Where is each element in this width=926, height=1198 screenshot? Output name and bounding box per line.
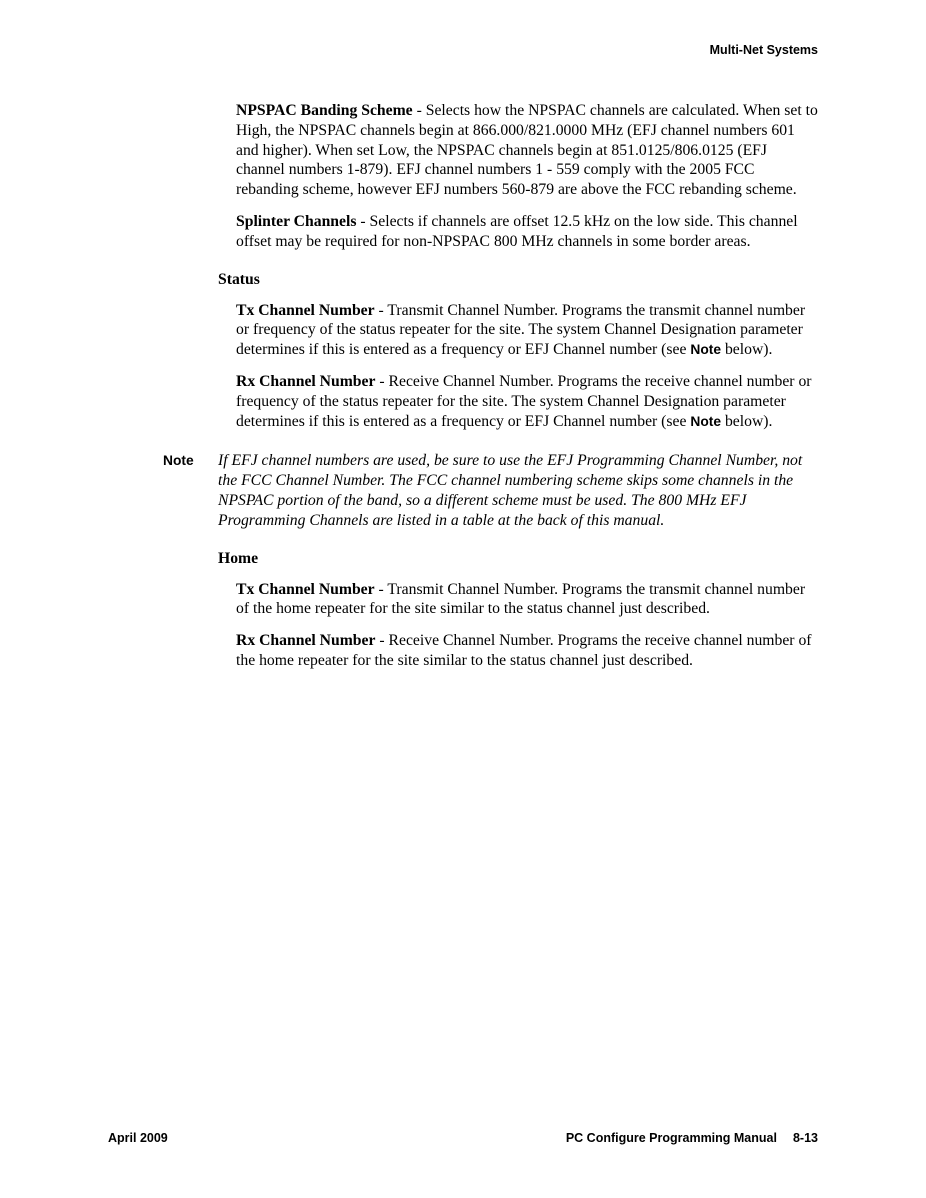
splinter-text: - Selects if channels are offset 12.5 kHz on the low side. This channel offset may be required for non-NPSPAC 800 MHz channels in some border areas. (236, 212, 798, 250)
status-tx-paragraph (236, 301, 818, 360)
home-heading: Home (218, 549, 259, 567)
status-tx-text1: - Transmit Channel Number. Programs the transmit channel number or frequency of the status repeater for the site. The system Channel Designation parameter determines if this is entered as a frequency or EFJ Channel number (see (236, 301, 806, 359)
header-title: Multi-Net Systems (709, 43, 818, 57)
note-text: If EFJ channel numbers are used, be sure to use the EFJ Programming Channel Number, not the FCC Channel Number. The FCC channel numbering scheme skips some channels in the NPSPAC portion of the band, so a different scheme must be used. The 800 MHz EFJ Programming Channels are listed in a table at the back of this manual. (218, 452, 803, 529)
home-tx-paragraph (236, 580, 818, 620)
status-tx-term: Tx Channel Number (236, 301, 375, 319)
footer-manual-title: PC Configure Programming Manual (565, 1131, 777, 1145)
status-rx-term: Rx Channel Number (236, 372, 376, 390)
npspac-term: NPSPAC Banding Scheme (236, 102, 413, 119)
home-rx-text: - Receive Channel Number. Programs the receive channel number of the home repeater for the site similar to the status channel just described. (236, 632, 812, 669)
home-tx-term: Tx Channel Number (236, 580, 375, 598)
page-content (163, 101, 823, 683)
npspac-banding-scheme-paragraph (236, 101, 818, 200)
footer-right (566, 1131, 818, 1145)
footer-page-number: 8-13 (792, 1131, 818, 1145)
footer-date: April 2009 (108, 1131, 168, 1145)
npspac-text: - Selects how the NPSPAC channels are calculated. When set to High, the NPSPAC channels begin at 866.000/821.0000 MHz (EFJ channel numbers 601 and higher). When set Low, the NPSPAC channels begin at 851.0125/806.0125 (EFJ channel numbers 1-879). EFJ channel numbers 1 - 559 comply with the 2005 FCC rebanding scheme, however EFJ numbers 560-879 are above the FCC rebanding scheme. (236, 102, 818, 199)
page-footer (108, 1131, 818, 1145)
status-tx-note-ref: Note (690, 342, 722, 358)
status-rx-text1: - Receive Channel Number. Programs the receive channel number or frequency of the status repeater for the site. The system Channel Designation parameter determines if this is entered as a frequency or EFJ Channel number (see (236, 372, 812, 430)
note-block (163, 451, 823, 530)
splinter-term: Splinter Channels (236, 212, 357, 230)
home-rx-term: Rx Channel Number (236, 632, 376, 650)
page-header (710, 43, 818, 57)
status-rx-paragraph (236, 372, 818, 431)
status-rx-note-ref: Note (690, 413, 722, 429)
splinter-channels-paragraph (236, 212, 818, 252)
status-tx-text2: below). (721, 341, 773, 359)
note-label: Note (163, 453, 194, 469)
status-heading: Status (218, 270, 260, 288)
home-tx-text: - Transmit Channel Number. Programs the transmit channel number of the home repeater for the site similar to the status channel just described. (236, 580, 806, 618)
status-rx-text2: below). (721, 412, 773, 430)
home-rx-paragraph (236, 631, 818, 671)
